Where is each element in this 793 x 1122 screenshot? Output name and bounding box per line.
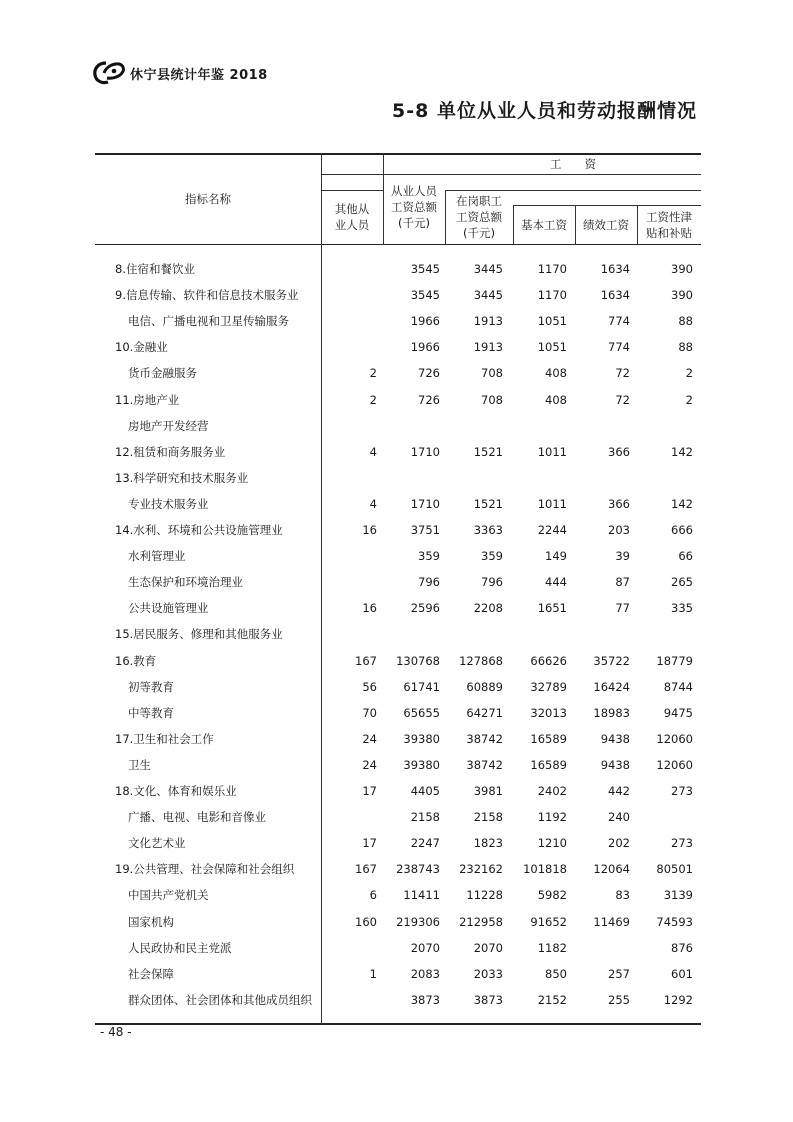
- table-row: [95, 648, 701, 674]
- cell-other: 70: [362, 705, 377, 720]
- cell-onpost: 1823: [473, 836, 503, 851]
- cell-onpost: 38742: [466, 757, 503, 772]
- cell-onpost: 2208: [473, 601, 503, 616]
- cell-other: 4: [369, 496, 377, 511]
- cell-basic: 2402: [537, 784, 567, 798]
- table-row: [95, 491, 701, 517]
- cell-total: 11411: [403, 888, 440, 903]
- cell-allow: 273: [671, 836, 693, 851]
- table-row: [95, 778, 701, 804]
- cell-onpost: 708: [481, 366, 503, 381]
- cell-allow: 18779: [656, 653, 693, 668]
- table-row: [95, 882, 701, 908]
- row-indicator-name: 13.科学研究和技术服务业: [115, 470, 249, 485]
- table-row: [95, 726, 701, 752]
- cell-other: 167: [355, 862, 377, 877]
- table-row: [95, 752, 701, 778]
- table-row: [95, 308, 701, 334]
- cell-allow: 265: [671, 575, 693, 590]
- cell-other: 160: [355, 914, 377, 929]
- cell-onpost: 212958: [459, 914, 503, 929]
- cell-perf: 9438: [600, 731, 630, 746]
- cell-other: 4: [369, 444, 377, 459]
- cell-perf: 774: [608, 314, 630, 329]
- cell-perf: 257: [608, 966, 630, 981]
- page-title: 5-8 单位从业人员和劳动报酬情况: [392, 100, 697, 122]
- row-indicator-name: 文化艺术业: [128, 836, 186, 851]
- cell-total: 61741: [403, 679, 440, 694]
- row-indicator-name: 广播、电视、电影和音像业: [128, 810, 266, 825]
- cell-allow: 335: [671, 601, 693, 616]
- cell-allow: 666: [671, 523, 693, 537]
- cell-allow: 80501: [656, 862, 693, 877]
- cell-perf: 366: [608, 444, 630, 459]
- yearbook-logo-icon: [92, 60, 126, 86]
- cell-other: 16: [362, 601, 377, 616]
- cell-basic: 101818: [523, 862, 567, 877]
- table-row: [95, 465, 701, 491]
- cell-perf: 442: [608, 784, 630, 798]
- row-indicator-name: 中国共产党机关: [128, 888, 209, 903]
- header-indicator-name: 指标名称: [185, 192, 231, 206]
- cell-basic: 2152: [537, 992, 567, 1007]
- table-row: [95, 674, 701, 700]
- cell-total: 3545: [410, 288, 440, 303]
- cell-perf: 83: [615, 888, 630, 903]
- cell-total: 726: [418, 392, 440, 407]
- table-row: [95, 909, 701, 935]
- cell-allow: 74593: [656, 914, 693, 929]
- cell-onpost: 3981: [473, 784, 503, 798]
- cell-basic: 91652: [530, 914, 567, 929]
- cell-onpost: 2070: [473, 940, 503, 955]
- cell-other: 17: [362, 836, 377, 851]
- cell-onpost: 359: [481, 549, 503, 564]
- cell-allow: 876: [671, 940, 693, 955]
- cell-perf: 72: [615, 366, 630, 381]
- cell-onpost: 127868: [459, 653, 503, 668]
- cell-perf: 11469: [593, 914, 630, 929]
- cell-basic: 1011: [537, 496, 567, 511]
- cell-total: 1966: [410, 314, 440, 329]
- cell-allow: 601: [671, 966, 693, 981]
- cell-total: 2247: [410, 836, 440, 851]
- cell-allow: 66: [678, 549, 693, 564]
- cell-perf: 203: [608, 523, 630, 537]
- table-row: [95, 935, 701, 961]
- header-allowance: 工资性津 贴和补贴: [646, 210, 692, 240]
- row-indicator-name: 18.文化、体育和娱乐业: [115, 784, 237, 798]
- cell-basic: 149: [545, 549, 567, 564]
- row-indicator-name: 生态保护和环境治理业: [128, 575, 243, 590]
- cell-other: 167: [355, 653, 377, 668]
- table-row: [95, 621, 701, 647]
- table-row: [95, 856, 701, 882]
- table-row: [95, 830, 701, 856]
- cell-basic: 1051: [537, 314, 567, 329]
- table-row: [95, 987, 701, 1013]
- header-performance-wage: 绩效工资: [583, 218, 629, 232]
- table-row: [95, 517, 701, 543]
- table-row: [95, 282, 701, 308]
- table-row: [95, 804, 701, 830]
- cell-allow: 390: [671, 288, 693, 303]
- cell-total: 359: [418, 549, 440, 564]
- cell-total: 1710: [410, 496, 440, 511]
- row-indicator-name: 16.教育: [115, 653, 157, 668]
- row-indicator-name: 10.金融业: [115, 340, 168, 355]
- cell-basic: 1170: [537, 288, 567, 303]
- table-row: [95, 439, 701, 465]
- row-indicator-name: 公共设施管理业: [128, 601, 209, 616]
- cell-total: 2070: [410, 940, 440, 955]
- cell-onpost: 796: [481, 575, 503, 590]
- page-number: - 48 -: [100, 1025, 132, 1039]
- cell-perf: 35722: [593, 653, 630, 668]
- table-row: [95, 256, 701, 282]
- cell-onpost: 1521: [473, 496, 503, 511]
- cell-basic: 444: [545, 575, 567, 590]
- cell-allow: 12060: [656, 757, 693, 772]
- header-rule: [321, 190, 383, 191]
- cell-total: 796: [418, 575, 440, 590]
- cell-onpost: 708: [481, 392, 503, 407]
- table-bottom-rule: [95, 1023, 701, 1025]
- cell-perf: 77: [615, 601, 630, 616]
- cell-basic: 2244: [537, 523, 567, 537]
- data-table: [95, 153, 701, 1033]
- table-row: [95, 700, 701, 726]
- cell-total: 39380: [403, 731, 440, 746]
- table-row: [95, 413, 701, 439]
- cell-onpost: 3445: [473, 262, 503, 276]
- cell-basic: 1651: [537, 601, 567, 616]
- row-indicator-name: 14.水利、环境和公共设施管理业: [115, 523, 283, 537]
- table-row: [95, 961, 701, 987]
- cell-total: 238743: [396, 862, 440, 877]
- cell-other: 2: [369, 366, 377, 381]
- cell-allow: 9475: [663, 705, 693, 720]
- cell-basic: 32789: [530, 679, 567, 694]
- cell-total: 3873: [410, 992, 440, 1007]
- row-indicator-name: 电信、广播电视和卫星传输服务: [128, 314, 289, 329]
- cell-allow: 1292: [663, 992, 693, 1007]
- header-basic-wage: 基本工资: [521, 218, 567, 232]
- row-indicator-name: 12.租赁和商务服务业: [115, 444, 226, 459]
- cell-onpost: 1913: [473, 314, 503, 329]
- header-rule: [513, 205, 701, 206]
- cell-basic: 1182: [537, 940, 567, 955]
- cell-basic: 32013: [530, 705, 567, 720]
- row-indicator-name: 11.房地产业: [115, 392, 180, 407]
- cell-total: 1966: [410, 340, 440, 355]
- cell-total: 65655: [403, 705, 440, 720]
- cell-other: 56: [362, 679, 377, 694]
- yearbook-title: 休宁县统计年鉴 2018: [130, 68, 268, 83]
- row-indicator-name: 社会保障: [128, 966, 174, 981]
- cell-perf: 9438: [600, 757, 630, 772]
- row-indicator-name: 群众团体、社会团体和其他成员组织: [128, 992, 312, 1007]
- cell-basic: 1051: [537, 340, 567, 355]
- table-row: [95, 569, 701, 595]
- cell-total: 3751: [410, 523, 440, 537]
- cell-total: 4405: [410, 784, 440, 798]
- row-indicator-name: 19.公共管理、社会保障和社会组织: [115, 862, 295, 877]
- row-indicator-name: 卫生: [128, 757, 151, 772]
- cell-allow: 2: [685, 392, 693, 407]
- cell-other: 1: [369, 966, 377, 981]
- cell-perf: 12064: [593, 862, 630, 877]
- cell-allow: 2: [685, 366, 693, 381]
- cell-onpost: 2033: [473, 966, 503, 981]
- row-indicator-name: 17.卫生和社会工作: [115, 731, 214, 746]
- cell-basic: 1011: [537, 444, 567, 459]
- cell-allow: 12060: [656, 731, 693, 746]
- cell-perf: 240: [608, 810, 630, 825]
- cell-basic: 850: [545, 966, 567, 981]
- cell-perf: 255: [608, 992, 630, 1007]
- cell-onpost: 2158: [473, 810, 503, 825]
- cell-basic: 408: [545, 366, 567, 381]
- cell-total: 2158: [410, 810, 440, 825]
- table-row: [95, 360, 701, 386]
- row-indicator-name: 货币金融服务: [128, 366, 197, 381]
- header-wage-group: 工 资: [550, 157, 596, 171]
- cell-basic: 1192: [537, 810, 567, 825]
- cell-onpost: 64271: [466, 705, 503, 720]
- table-row: [95, 543, 701, 569]
- table-top-rule: [95, 153, 701, 155]
- cell-total: 2596: [410, 601, 440, 616]
- cell-onpost: 11228: [466, 888, 503, 903]
- cell-onpost: 1913: [473, 340, 503, 355]
- cell-allow: 142: [671, 496, 693, 511]
- cell-onpost: 232162: [459, 862, 503, 877]
- cell-other: 6: [369, 888, 377, 903]
- table-row: [95, 595, 701, 621]
- header-rule: [321, 174, 701, 175]
- row-indicator-name: 初等教育: [128, 679, 174, 694]
- row-indicator-name: 人民政协和民主党派: [128, 940, 232, 955]
- cell-onpost: 3363: [473, 523, 503, 537]
- header-bottom-rule: [95, 244, 701, 245]
- row-indicator-name: 水利管理业: [128, 549, 186, 564]
- cell-total: 130768: [396, 653, 440, 668]
- cell-other: 16: [362, 523, 377, 537]
- header-rule: [445, 190, 701, 191]
- row-indicator-name: 国家机构: [128, 914, 174, 929]
- row-indicator-name: 中等教育: [128, 705, 174, 720]
- row-indicator-name: 15.居民服务、修理和其他服务业: [115, 627, 283, 642]
- cell-basic: 66626: [530, 653, 567, 668]
- cell-perf: 18983: [593, 705, 630, 720]
- cell-total: 1710: [410, 444, 440, 459]
- cell-total: 39380: [403, 757, 440, 772]
- header-onpost-wage: 在岗职工 工资总额 (千元): [456, 194, 502, 240]
- cell-perf: 1634: [600, 288, 630, 303]
- cell-allow: 88: [678, 314, 693, 329]
- cell-perf: 774: [608, 340, 630, 355]
- cell-perf: 366: [608, 496, 630, 511]
- cell-other: 2: [369, 392, 377, 407]
- cell-basic: 16589: [530, 757, 567, 772]
- cell-total: 726: [418, 366, 440, 381]
- cell-total: 3545: [410, 262, 440, 276]
- table-row: [95, 387, 701, 413]
- header-other-staff: 其他从 业人员: [334, 202, 370, 232]
- row-indicator-name: 9.信息传输、软件和信息技术服务业: [115, 288, 299, 303]
- cell-other: 17: [362, 784, 377, 798]
- header-total-wage: 从业人员 工资总额 (千元): [391, 184, 437, 230]
- table-row: [95, 334, 701, 360]
- cell-allow: 3139: [663, 888, 693, 903]
- cell-total: 219306: [396, 914, 440, 929]
- cell-onpost: 38742: [466, 731, 503, 746]
- cell-allow: 390: [671, 262, 693, 276]
- cell-perf: 39: [615, 549, 630, 564]
- cell-basic: 5982: [537, 888, 567, 903]
- cell-perf: 1634: [600, 262, 630, 276]
- cell-basic: 1210: [537, 836, 567, 851]
- cell-basic: 16589: [530, 731, 567, 746]
- cell-onpost: 60889: [466, 679, 503, 694]
- cell-onpost: 3873: [473, 992, 503, 1007]
- cell-basic: 1170: [537, 262, 567, 276]
- row-indicator-name: 8.住宿和餐饮业: [115, 262, 195, 276]
- cell-onpost: 3445: [473, 288, 503, 303]
- cell-allow: 273: [671, 784, 693, 798]
- cell-onpost: 1521: [473, 444, 503, 459]
- cell-other: 24: [362, 731, 377, 746]
- row-indicator-name: 房地产开发经营: [128, 418, 209, 433]
- cell-allow: 142: [671, 444, 693, 459]
- cell-allow: 8744: [663, 679, 693, 694]
- cell-total: 2083: [410, 966, 440, 981]
- cell-other: 24: [362, 757, 377, 772]
- cell-perf: 87: [615, 575, 630, 590]
- cell-basic: 408: [545, 392, 567, 407]
- cell-perf: 16424: [593, 679, 630, 694]
- cell-perf: 72: [615, 392, 630, 407]
- cell-allow: 88: [678, 340, 693, 355]
- row-indicator-name: 专业技术服务业: [128, 496, 209, 511]
- cell-perf: 202: [608, 836, 630, 851]
